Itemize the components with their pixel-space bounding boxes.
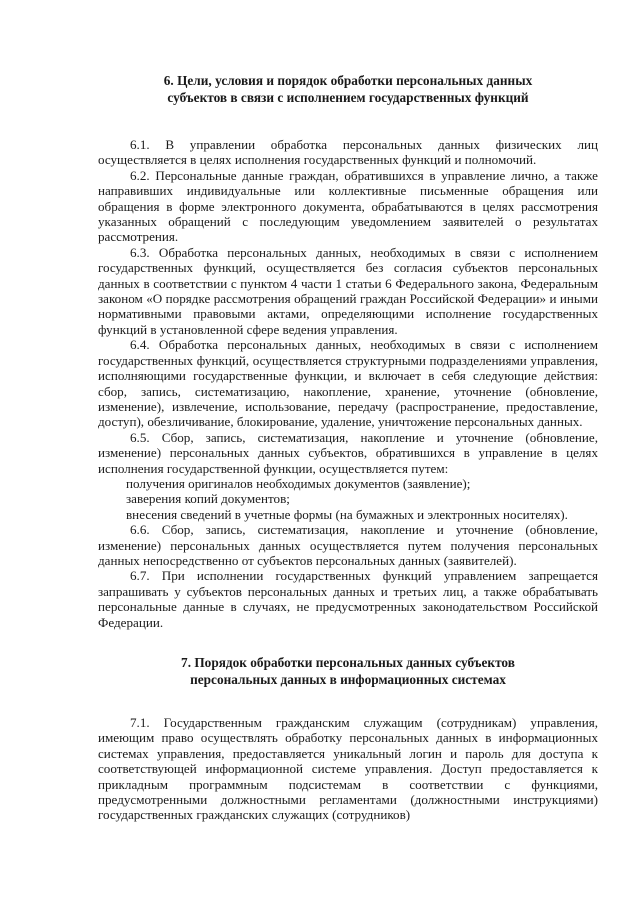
paragraph-6-5-item: получения оригиналов необходимых документов (заявление);: [126, 475, 471, 491]
paragraph-6-7: 6.7. При исполнении государственных функций управлением запрещается запрашивать у субъектов персональных данных и третьих лиц, а также обрабатывать персональные данные в случаях, не предусмотренных законодательством Российской Федерации.: [98, 568, 598, 630]
document-page: [98, 72, 598, 823]
spacer: [98, 630, 598, 654]
section-7-title-line-1: 7. Порядок обработки персональных данных субъектов: [181, 655, 515, 670]
section-6-title-line-2: субъектов в связи с исполнением государственных функций: [167, 90, 529, 105]
section-7-title: [98, 654, 598, 688]
paragraph-6-5-item: заверения копий документов;: [126, 491, 290, 507]
paragraph-6-6: 6.6. Сбор, запись, систематизация, накопление и уточнение (обновление, изменение) персональных данных осуществляется путем получения персональных данных непосредственно от субъектов персональных данных (заявителей).: [98, 522, 598, 568]
paragraph-6-5: 6.5. Сбор, запись, систематизация, накопление и уточнение (обновление, изменение) персональных данных субъектов, обратившихся в управление в целях исполнения государственной функции, осуществляется путем:: [98, 429, 598, 476]
paragraph-7-1: 7.1. Государственным гражданским служащим (сотрудникам) управления, имеющим право осуществлять обработку персональных данных в информационных системах управления, предоставляется уникальный логин и пароль для доступа к соответствующей информационной системе управления. Доступ предоставляется к прикладным программным подсистемам в соответствии с функциями, предусмотренными должностными регламентами (должностными инструкциями) государственных гражданских служащих (сотрудников): [98, 715, 598, 823]
paragraph-6-2: 6.2. Персональные данные граждан, обратившихся в управление лично, а также направивших индивидуальные или коллективные письменные обращения или обращения в форме электронного документа, обрабатываются в целях рассмотрения указанных обращений с последующим уведомлением заявителей о результатах рассмотрения.: [98, 167, 598, 245]
section-7-title-line-2: персональных данных в информационных системах: [190, 672, 506, 687]
spacer: [98, 688, 598, 715]
section-6-title: [98, 72, 598, 106]
paragraph-6-4: 6.4. Обработка персональных данных, необходимых в связи с исполнением государственных функций, осуществляется структурными подразделениями управления, исполняющими государственные функции, и включает в себя следующие действия: сбор, запись, систематизацию, накопление, хранение, уточнение (обновление, изменение), извлечение, использование, передачу (распространение, предоставление, доступ), обезличивание, блокирование, удаление, уничтожение персональных данных.: [98, 337, 598, 430]
paragraph-6-5-item: внесения сведений в учетные формы (на бумажных и электронных носителях).: [126, 506, 568, 522]
spacer: [98, 106, 598, 137]
paragraph-6-3: 6.3. Обработка персональных данных, необходимых в связи с исполнением государственных функций, осуществляется без согласия субъектов персональных данных в соответствии с пунктом 4 части 1 статьи 6 Федерального закона, Федеральным законом «О порядке рассмотрения обращений граждан Российской Федерации» и иными нормативными правовыми актами, определяющими исполнение государственных функций в установленной сфере ведения управления.: [98, 244, 598, 337]
section-6-title-line-1: 6. Цели, условия и порядок обработки персональных данных: [163, 73, 533, 88]
paragraph-6-1: 6.1. В управлении обработка персональных данных физических лиц осуществляется в целях исполнения государственных функций и полномочий.: [98, 137, 598, 168]
